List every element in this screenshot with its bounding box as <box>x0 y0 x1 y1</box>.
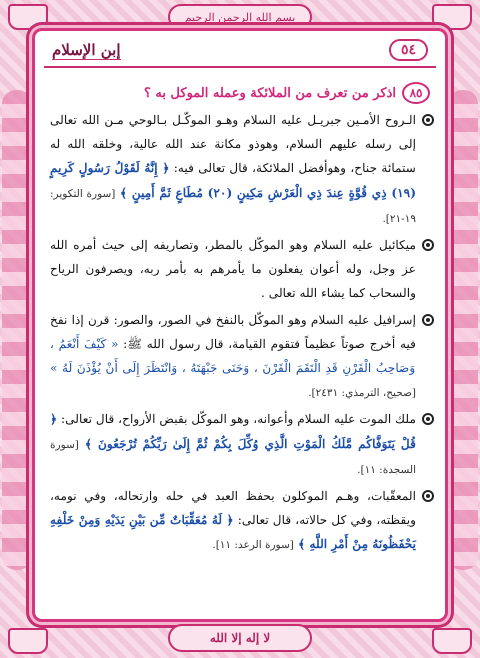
page-number: ٥٤ <box>389 39 428 61</box>
list-item <box>50 108 434 231</box>
question-heading <box>60 82 430 104</box>
running-head <box>44 34 436 68</box>
page-body <box>50 108 434 610</box>
list-item <box>50 407 434 482</box>
bullet-icon <box>422 490 434 502</box>
entry-text: المعقّبات، وهـم الموكلون بحفظ العبد في حله وارتحاله، وفي نومه، ويقظته، وفي كل حالاته، قال تعالى: <box>50 489 416 528</box>
book-ornament-icon <box>432 4 472 30</box>
reference: [سورة التكوير: ١٩-٢١]. <box>50 187 416 225</box>
entry-text: الـروح الأمـين جبريـل عليه السلام وهـو الموكّـل بـالوحي مـن الله تعالى إلى رسله عليهم السلام، وهوذو مكانة عند الله عالية، وخلقه الله له ستمائة جناح، وهوأفضل الملائكة، قال تعالى فيه: <box>50 113 416 176</box>
question-number: ٨٥ <box>402 82 430 104</box>
bullet-icon <box>422 314 434 326</box>
quran-verse: ﴿ إِنَّهُ لَقَوْلُ رَسُولٍ كَرِيمٍ (١٩) ذِي قُوَّةٍ عِندَ ذِي الْعَرْشِ مَكِينٍ (٢٠) مُطَاعٍ ثَمَّ أَمِينٍ ﴾ <box>50 161 416 200</box>
hadith-text: « كَيْفَ أَنْعَمُ ، وَصَاحِبُ الْقَرْنِ قَدِ الْتَقَمَ الْقَرْنَ ، وَحَنَى جَبْهَتَهُ ، وَانْتَظَرَ إِلَى أَنْ يُؤْذَنَ لَهُ » <box>50 336 416 376</box>
book-title: إبن الإسلام <box>52 40 121 59</box>
list-item <box>50 233 434 306</box>
bullet-icon <box>422 114 434 126</box>
reference: [سورة السجدة: ١١]. <box>50 438 416 476</box>
footer-calligraphy: لا إله إلا الله <box>168 624 312 652</box>
entry-text: ميكائيل عليه السلام وهو الموكّل بالمطر، وتصاريفه إلى حيث أمره الله عز وجل، وله أعوان يفعلون ما يأمرهم به بأمر ربه، ويصرفون الرياح والسحاب كما يشاء الله تعالى . <box>50 238 416 301</box>
quran-verse: ﴿ قُلْ يَتَوَفَّاكُم مَّلَكُ الْمَوْتِ الَّذِي وُكِّلَ بِكُمْ ثُمَّ إِلَىٰ رَبِّكُمْ تُرْجَعُونَ ﴾ <box>50 412 416 451</box>
bullet-icon <box>422 413 434 425</box>
bullet-icon <box>422 239 434 251</box>
entry-text: إسرافيل عليه السلام وهو الموكّل بالنفخ في الصور، والصور: قرن إذا نفخ فيه أخرج صوتاً عظيماً فتقوم القيامة، قال رسول الله ﷺ: <box>50 312 416 351</box>
entry-text: ملك الموت عليه السلام وأعوانه، وهو الموكّل بقبض الأرواح، قال تعالى: <box>57 412 416 427</box>
left-ornament <box>2 90 32 570</box>
quran-verse: ﴿ لَهُ مُعَقِّبَاتٌ مِّن بَيْنِ يَدَيْهِ وَمِنْ خَلْفِهِ يَحْفَظُونَهُ مِنْ أَمْرِ اللَّهِ ﴾ <box>50 513 416 552</box>
list-item <box>50 308 434 406</box>
book-ornament-icon <box>8 4 48 30</box>
right-ornament <box>448 90 478 570</box>
header-calligraphy: بسم الله الرحمن الرحيم <box>168 4 312 30</box>
reference: [صحيح، الترمذي: ٢٤٣١]. <box>308 387 416 400</box>
book-ornament-icon <box>432 628 472 654</box>
list-item <box>50 484 434 558</box>
book-ornament-icon <box>8 628 48 654</box>
reference: [سورة الرعد: ١١]. <box>212 539 294 552</box>
question-text: اذكر من تعرف من الملائكة وعمله الموكل به ؟ <box>144 85 396 101</box>
